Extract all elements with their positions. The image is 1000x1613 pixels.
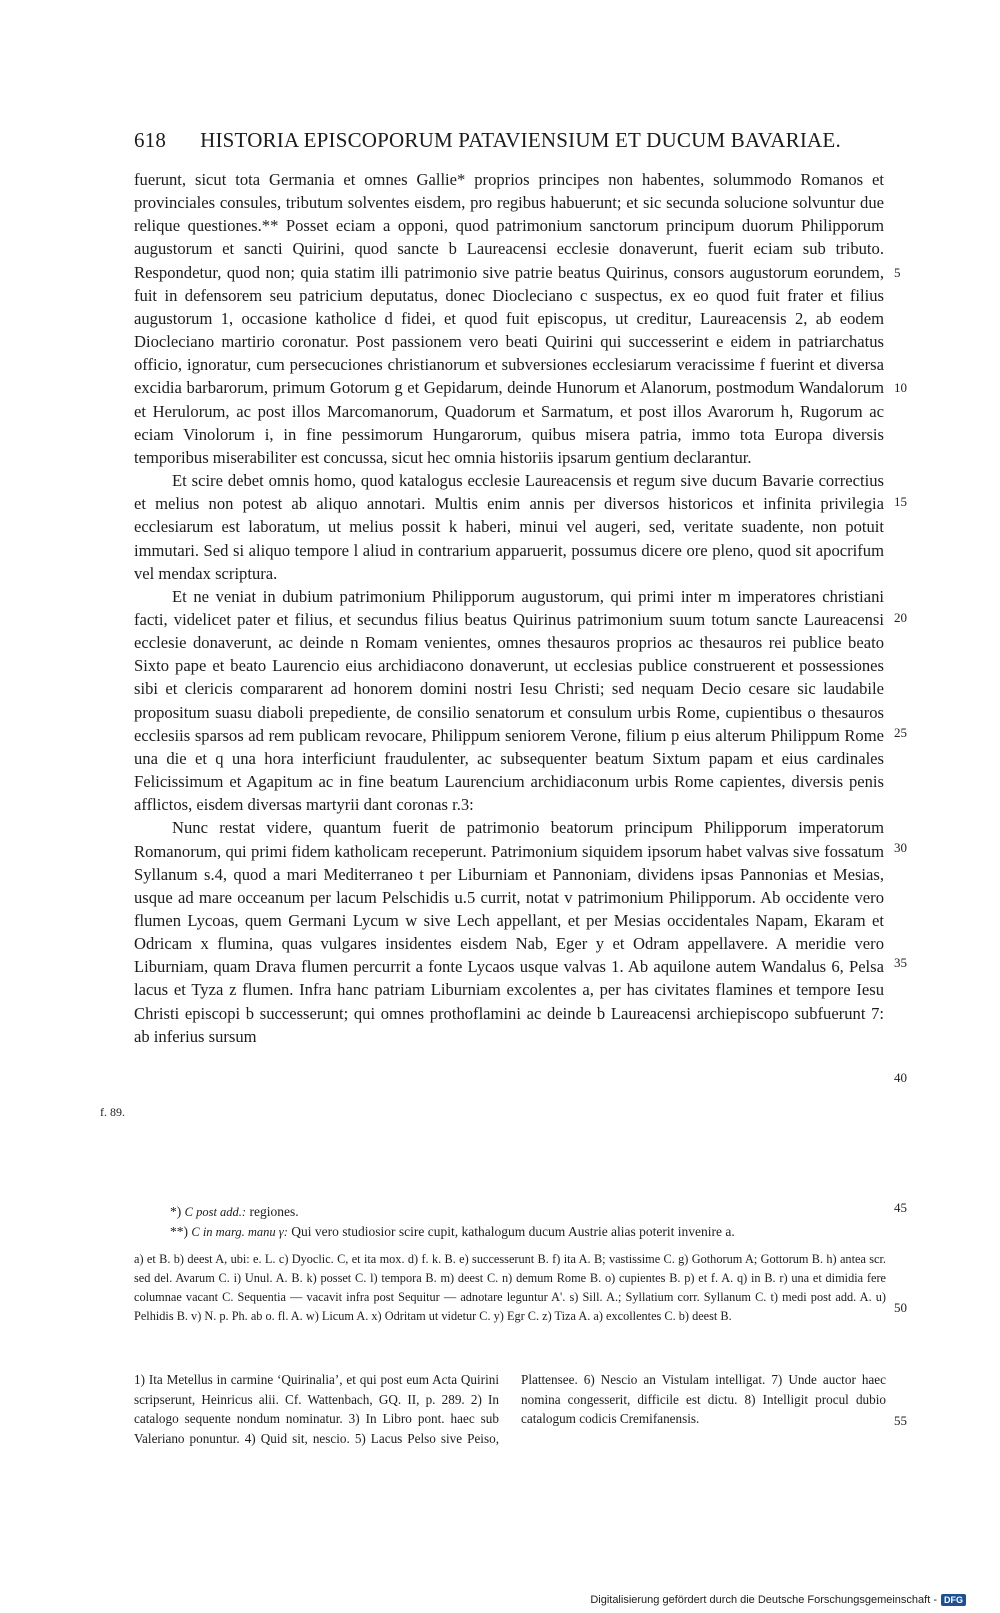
folio-margin-note: f. 89.	[100, 1105, 125, 1119]
star-note: **) C in marg. manu γ: Qui vero studiosior scire cupit, kathalogum ducum Austrie alias poterit invenire a.	[170, 1224, 735, 1239]
main-text	[134, 168, 884, 1048]
paragraph: fuerunt, sicut tota Germania et omnes Gallie* proprios principes non habentes, solummodo Romanos et provinciales consules, tributum solventes eisdem, pro regibus habuerunt; et sic secunda solucione solvuntur due relique questiones.** Posset eciam a opponi, quod patrimonium sanctorum principum duorum Philipporum augustorum et sancti Quirini, quod sancte b Laureacensi ecclesie donaverunt, fuerit eciam sub tributo. Respondetur, quod non; quia statim illi patrimonio sive patrie beatus Quirinus, consors augustorum eorundem, fuit in defensorem seu patricium deputatus, donec Diocleciano c suspectus, ex eo quod fuit frater et filius augustorum 1, occasione katholice d fidei, et quod fuit episcopus, ut creditur, Laureacensis 2, ab eodem Diocleciano martirio coronatur. Post passionem vero beati Quirini qui successerint e eidem in patriarchatus officio, ignoratur, cum persecuciones christianorum et subversiones ecclesiarum veracissime f fuerint et diversa excidia barbarorum, primum Gotorum g et Gepidarum, deinde Hunorum et Alanorum, postmodum Wandalorum et Herulorum, ac post illos Marcomanorum, Quadorum et Sarmatum, et post illos Avarorum h, Rugorum ac eciam Vinolorum i, in fine pessimorum Hungarorum, quibus misera patria, immo tota Europa diversis temporibus miserabiliter est concussa, sicut hec omnia historiis ipsarum gentium declarantur.	[134, 170, 884, 467]
line-number: 25	[894, 725, 907, 740]
paragraph: Et scire debet omnis homo, quod katalogus ecclesie Laureacensis et regum sive ducum Bavarie correctius et melius non potest ab aliquo annotari. Multis enim annis per diversos historicos et infinita privilegia ecclesiarum est laboratum, ut melius possit k haberi, minui vel augeri, sed, veritate suadente, non potuit immutari. Sed si aliquo tempore l aliud in contrarium apparuerit, possumus dicere ore pleno, quod sit apocrifum vel mendax scriptura.	[134, 471, 884, 583]
line-number: 5	[894, 265, 901, 280]
dfg-logo-icon: DFG	[941, 1594, 966, 1606]
line-number: 10	[894, 380, 907, 395]
line-number: 35	[894, 955, 907, 970]
critical-apparatus: a) et B. b) deest A, ubi: e. L. c) Dyoclic. C, et ita mox. d) f. k. B. e) successerunt B. f) ita A. B; vastissime C. g) Gothorum A; Gottorum B. h) antea scr. sed del. Avarum C. i) Unul. A. B. k) posset C. l) tempora B. m) deest C. n) demum Rome B. o) cupientes B. p) et f. A. q) in B. r) una et dimidia fere columnae vacant C. Sequentia — vacavit infra post Sequitur — adnotare leguntur A'. s) Sill. A.; Syllatium corr. Syllanum C. t) medi post add. A. u) Pelhidis B. v) N. p. Ph. ab o. fl. A. w) Licum A. x) Odritam ut videtur C. y) Egr C. z) Tiza A. a) excollentes C. b) deest B.	[134, 1252, 886, 1323]
line-number: 20	[894, 610, 907, 625]
page-number: 618	[134, 128, 167, 152]
running-title: HISTORIA EPISCOPORUM PATAVIENSIUM ET DUCUM BAVARIAE.	[200, 128, 841, 152]
line-number: 40	[894, 1070, 907, 1085]
star-notes	[170, 1202, 890, 1242]
line-number: 15	[894, 494, 907, 509]
line-number: 55	[894, 1413, 907, 1428]
paragraph: Nunc restat videre, quantum fuerit de patrimonio beatorum principum Philipporum imperatorum Romanorum, qui primi fidem katholicam receperunt. Patrimonium siquidem ipsorum habet valvas sive fossatum Syllanum s.4, quod a mari Mediterraneo t per Liburniam et Pannoniam, dividens ipsas Pannonias et Mesias, usque ad mare occeanum per lacum Pelschidis u.5 currit, notat v patrimonium Philipporum. Ab occidente vero flumen Lycoas, quem Germani Lycum w sive Lech appellant, et per Mesias occidentales Napam, Ekaram et Odricam x flumina, quas vulgares insidentes eisdem Nab, Eger y et Odram appellavere. A meridie vero Liburniam, quam Drava flumen percurrit a fonte Lycaos usque valvas 1. Ab aquilone autem Wandalus 6, Pelsa lacus et Tyza z flumen. Infra hanc patriam Liburniam excolentes a, per has civitates flamines et tempore Iesu Christi episcopi b successerunt; qui omnes prothoflamini ac deinde b Laureacensi archiepiscopo subfuerunt 7: ab inferius sursum	[134, 818, 884, 1046]
line-number: 45	[894, 1200, 907, 1215]
line-number: 50	[894, 1300, 907, 1315]
running-header	[134, 128, 894, 153]
line-number: 30	[894, 840, 907, 855]
credit-text: Digitalisierung gefördert durch die Deutsche Forschungsgemeinschaft -	[590, 1594, 937, 1606]
footnotes: 1) Ita Metellus in carmine ‘Quirinalia’, et qui post eum Acta Quirini scripserunt, Heinricus alii. Cf. Wattenbach, GQ. II, p. 289. 2) In catalogo sequente nondum nominatur. 3) In Libro pont. haec sub Valeriano ponuntur. 4) Quid sit, nescio. 5) Lacus Pelso sive Peiso, Plattensee. 6) Nescio an Vistulam intelligat. 7) Unde auctor haec nomina congesserit, difficile est dictu. 8) Intelligit procul dubio catalogum codicis Cremifanensis.	[134, 1372, 886, 1446]
paragraph: Et ne veniat in dubium patrimonium Philipporum augustorum, qui primi inter m imperatores christiani facti, videlicet pater et filius, et secundus filius beatus Quirinus patrimonium suum totum sancte Laureacensi ecclesie donaverunt, ac deinde n Romam venientes, omnes thesauros proprios ac thesauros rei publice beato Sixto pape et beato Laurencio eius archidiacono donaverunt, ut ecclesias publice construerent et possessiones sibi et clericis compararent ad honorem domini nostri Iesu Christi; sed nequam Decio cesare sic laudabile propositum suasu diaboli prepediente, de consilio senatorum et consulum urbis Rome, cupientibus o thesauros ecclesiis sparsos ad rem publicam revocare, Philippum seniorem Verone, filium p eius alterum Philippum Rome una die et q una hora interficiunt fraudulenter, ac subsequenter beatum Sixtum papam et eius cardinales Felicissimum et Agapitum ac in fine beatum Laurencium archidiaconum urbis Rome capientes, diversis penis afflictos, eisdem diversas martyrii dant coronas r.3:	[134, 586, 884, 815]
digitization-credit	[590, 1594, 966, 1606]
star-note: *) C post add.: regiones.	[170, 1204, 299, 1219]
